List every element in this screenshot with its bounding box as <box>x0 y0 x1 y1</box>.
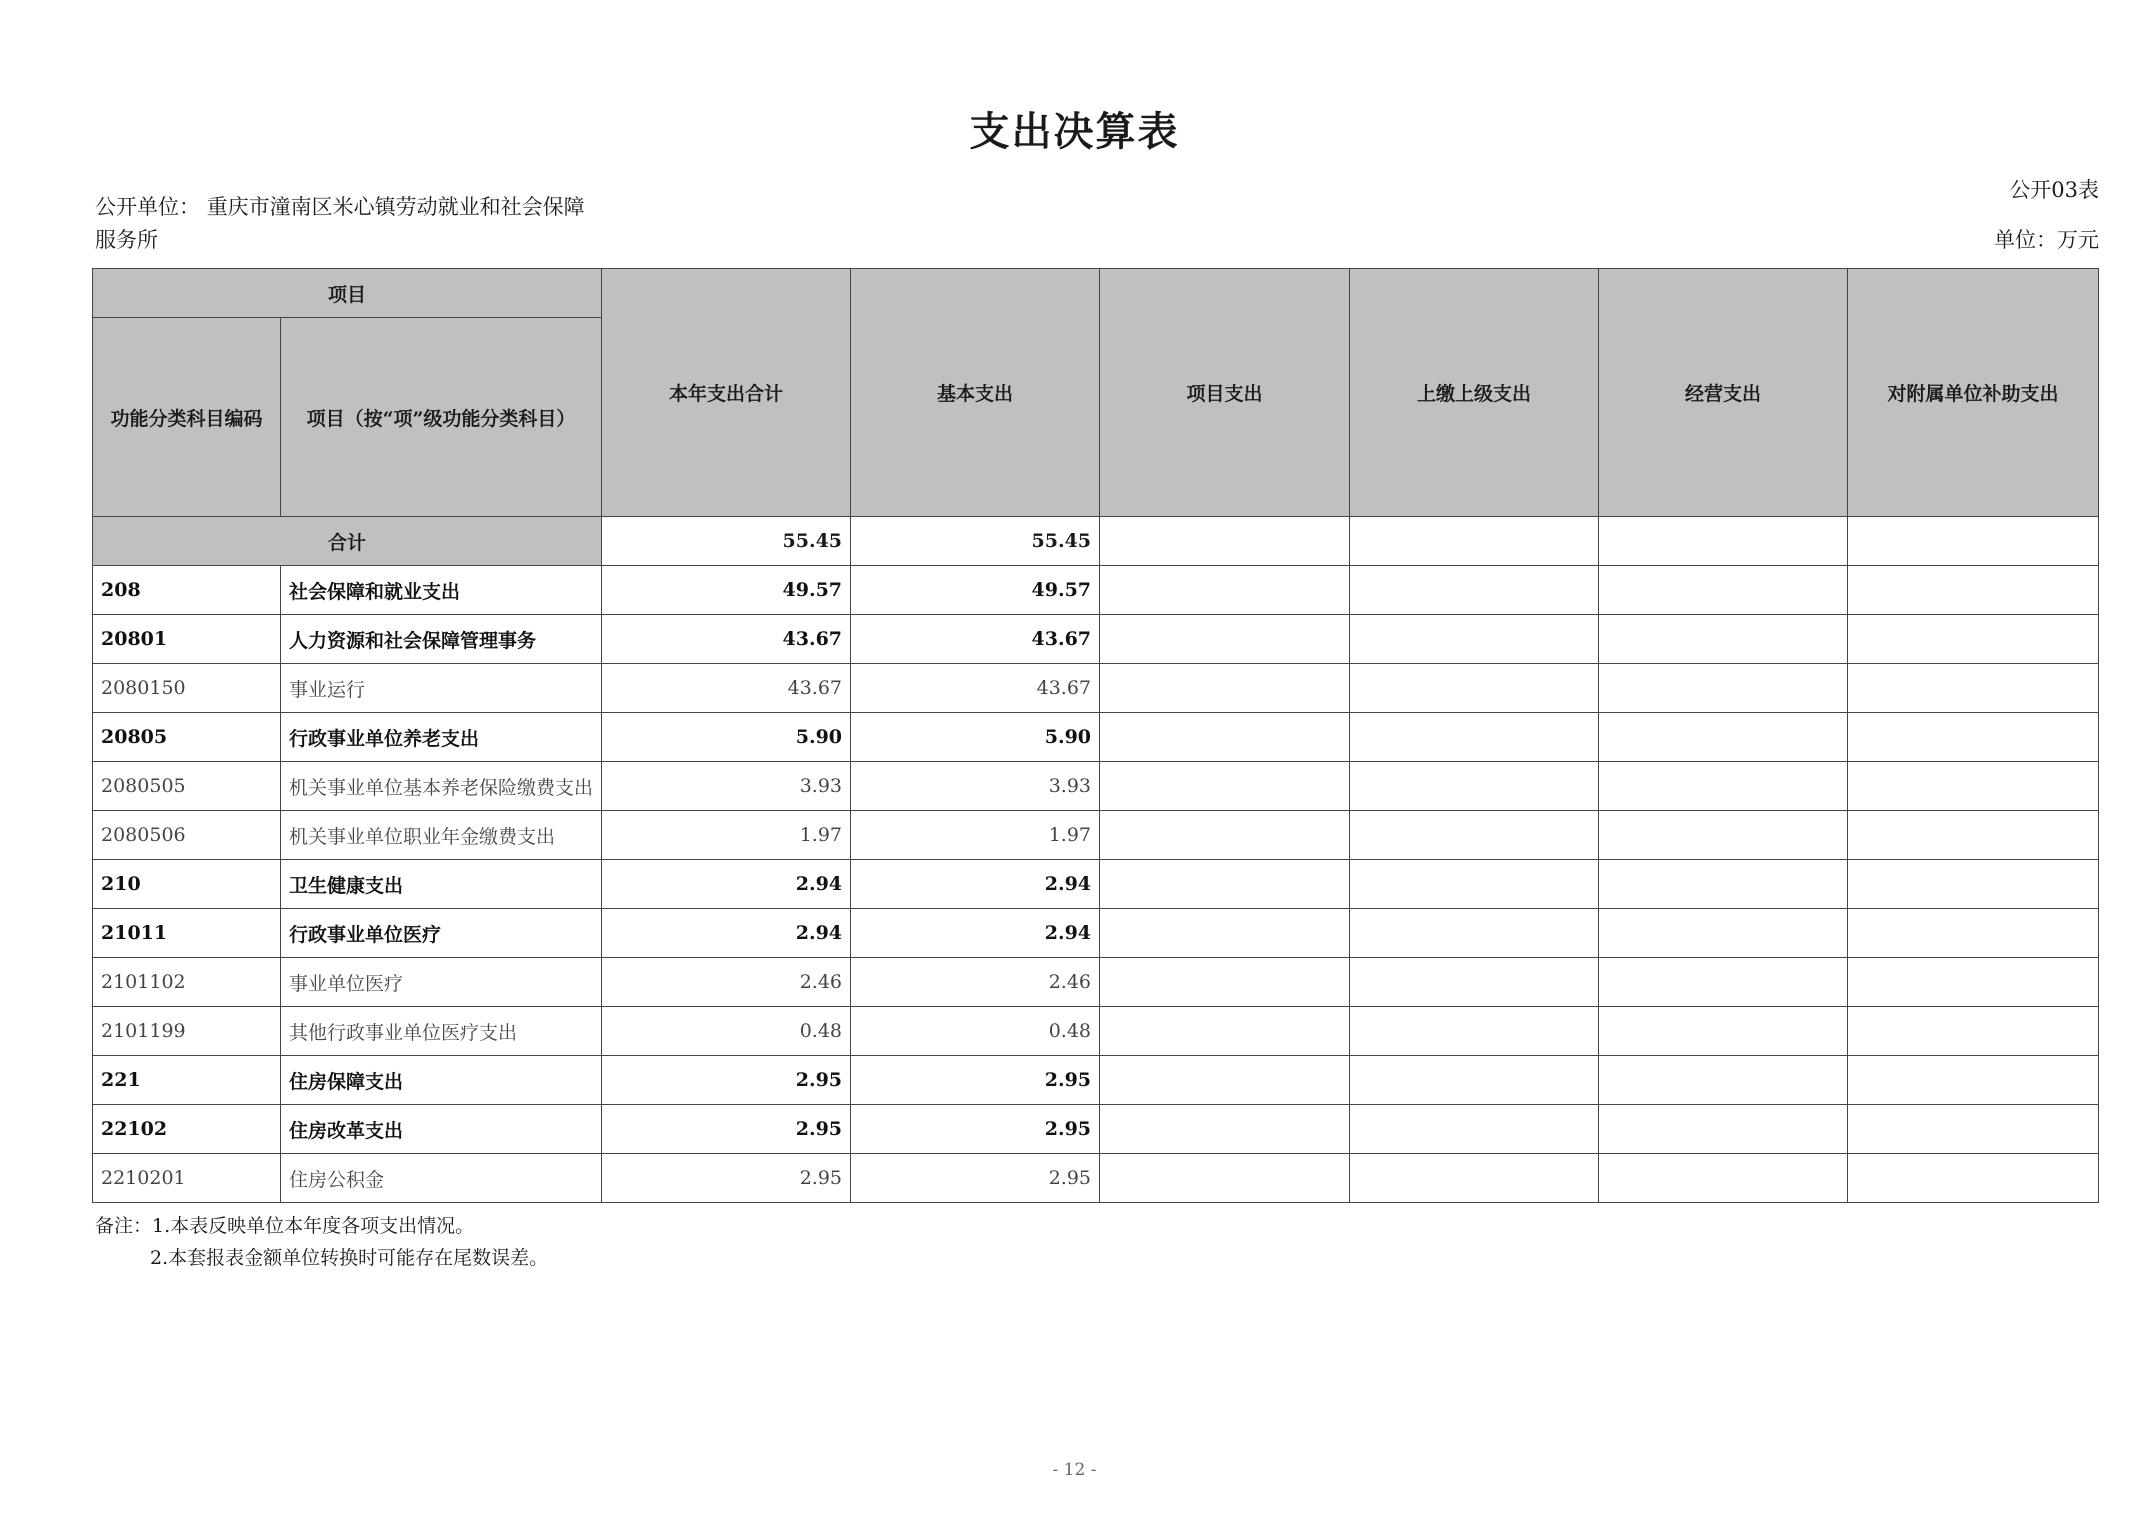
table-row <box>93 615 2099 664</box>
name-cell: 住房公积金 <box>281 1154 602 1203</box>
project-cell <box>1100 1056 1350 1105</box>
name-cell: 住房改革支出 <box>281 1105 602 1154</box>
name-cell: 住房保障支出 <box>281 1056 602 1105</box>
code-cell: 2080505 <box>93 762 281 811</box>
business-cell <box>1599 1007 1848 1056</box>
business-cell <box>1599 1056 1848 1105</box>
table-row <box>93 909 2099 958</box>
business-cell <box>1599 713 1848 762</box>
upper-cell <box>1350 615 1599 664</box>
project-cell <box>1100 517 1350 566</box>
subsidy-cell <box>1848 1105 2099 1154</box>
basic-cell: 43.67 <box>851 615 1100 664</box>
total-cell: 0.48 <box>602 1007 851 1056</box>
total-cell: 43.67 <box>602 615 851 664</box>
code-cell: 2080150 <box>93 664 281 713</box>
upper-cell <box>1350 517 1599 566</box>
upper-cell <box>1350 1007 1599 1056</box>
upper-cell <box>1350 713 1599 762</box>
project-cell <box>1100 1154 1350 1203</box>
basic-cell: 43.67 <box>851 664 1100 713</box>
total-row <box>93 517 2099 566</box>
total-cell: 49.57 <box>602 566 851 615</box>
project-cell <box>1100 1007 1350 1056</box>
project-cell <box>1100 811 1350 860</box>
header-project: 项目支出 <box>1100 269 1350 517</box>
note-line-2: 2.本套报表金额单位转换时可能存在尾数误差。 <box>150 1247 549 1269</box>
name-cell: 人力资源和社会保障管理事务 <box>281 615 602 664</box>
upper-cell <box>1350 1056 1599 1105</box>
subsidy-cell <box>1848 1007 2099 1056</box>
table-row <box>93 860 2099 909</box>
expenditure-table <box>92 268 2099 1203</box>
project-cell <box>1100 762 1350 811</box>
subsidy-cell <box>1848 811 2099 860</box>
upper-cell <box>1350 664 1599 713</box>
upper-cell <box>1350 762 1599 811</box>
upper-cell <box>1350 958 1599 1007</box>
total-cell: 2.95 <box>602 1154 851 1203</box>
project-cell <box>1100 713 1350 762</box>
code-cell: 2101102 <box>93 958 281 1007</box>
table-row <box>93 664 2099 713</box>
table-row <box>93 566 2099 615</box>
upper-cell <box>1350 909 1599 958</box>
header-subsidy: 对附属单位补助支出 <box>1848 269 2099 517</box>
name-cell: 机关事业单位职业年金缴费支出 <box>281 811 602 860</box>
business-cell <box>1599 566 1848 615</box>
note-line-1: 备注：1.本表反映单位本年度各项支出情况。 <box>95 1215 475 1237</box>
project-cell <box>1100 1105 1350 1154</box>
subsidy-cell <box>1848 909 2099 958</box>
code-cell: 2210201 <box>93 1154 281 1203</box>
basic-cell: 3.93 <box>851 762 1100 811</box>
project-cell <box>1100 909 1350 958</box>
header-item-group: 项目 <box>93 269 602 318</box>
total-cell: 1.97 <box>602 811 851 860</box>
basic-cell: 1.97 <box>851 811 1100 860</box>
subsidy-cell <box>1848 1056 2099 1105</box>
table-row <box>93 958 2099 1007</box>
business-cell <box>1599 860 1848 909</box>
total-label: 合计 <box>93 517 602 566</box>
subsidy-cell <box>1848 860 2099 909</box>
code-cell: 221 <box>93 1056 281 1105</box>
upper-cell <box>1350 860 1599 909</box>
subsidy-cell <box>1848 1154 2099 1203</box>
table-row <box>93 1154 2099 1203</box>
total-cell: 2.94 <box>602 860 851 909</box>
header-upper: 上缴上级支出 <box>1350 269 1599 517</box>
upper-cell <box>1350 566 1599 615</box>
total-cell: 3.93 <box>602 762 851 811</box>
name-cell: 行政事业单位医疗 <box>281 909 602 958</box>
table-row <box>93 1056 2099 1105</box>
business-cell <box>1599 909 1848 958</box>
reporting-unit-label: 公开单位： <box>95 195 200 219</box>
project-cell <box>1100 615 1350 664</box>
code-cell: 208 <box>93 566 281 615</box>
basic-cell: 2.95 <box>851 1105 1100 1154</box>
name-cell: 其他行政事业单位医疗支出 <box>281 1007 602 1056</box>
basic-cell: 0.48 <box>851 1007 1100 1056</box>
subsidy-cell <box>1848 566 2099 615</box>
project-cell <box>1100 958 1350 1007</box>
code-cell: 210 <box>93 860 281 909</box>
basic-cell: 2.94 <box>851 909 1100 958</box>
name-cell: 机关事业单位基本养老保险缴费支出 <box>281 762 602 811</box>
reporting-unit <box>95 191 585 221</box>
upper-cell <box>1350 1154 1599 1203</box>
total-cell: 2.46 <box>602 958 851 1007</box>
project-cell <box>1100 566 1350 615</box>
project-cell <box>1100 860 1350 909</box>
subsidy-cell <box>1848 615 2099 664</box>
table-row <box>93 1105 2099 1154</box>
table-row <box>93 1007 2099 1056</box>
business-cell <box>1599 1154 1848 1203</box>
code-cell: 2080506 <box>93 811 281 860</box>
page-title: 支出决算表 <box>969 108 1180 155</box>
code-cell: 22102 <box>93 1105 281 1154</box>
table-row <box>93 811 2099 860</box>
total-cell: 2.94 <box>602 909 851 958</box>
header-code: 功能分类科目编码 <box>93 318 281 517</box>
header-name: 项目（按“项”级功能分类科目） <box>281 318 602 517</box>
basic-cell: 55.45 <box>851 517 1100 566</box>
measure-unit: 单位：万元 <box>1994 228 2099 252</box>
name-cell: 卫生健康支出 <box>281 860 602 909</box>
project-cell <box>1100 664 1350 713</box>
subsidy-cell <box>1848 517 2099 566</box>
business-cell <box>1599 517 1848 566</box>
business-cell <box>1599 664 1848 713</box>
total-cell: 2.95 <box>602 1105 851 1154</box>
table-row <box>93 762 2099 811</box>
header-business: 经营支出 <box>1599 269 1848 517</box>
code-cell: 21011 <box>93 909 281 958</box>
upper-cell <box>1350 1105 1599 1154</box>
form-number: 公开03表 <box>2009 178 2099 202</box>
business-cell <box>1599 811 1848 860</box>
name-cell: 行政事业单位养老支出 <box>281 713 602 762</box>
subsidy-cell <box>1848 664 2099 713</box>
business-cell <box>1599 1105 1848 1154</box>
basic-cell: 2.95 <box>851 1154 1100 1203</box>
business-cell <box>1599 958 1848 1007</box>
subsidy-cell <box>1848 762 2099 811</box>
table-row <box>93 713 2099 762</box>
total-cell: 2.95 <box>602 1056 851 1105</box>
upper-cell <box>1350 811 1599 860</box>
business-cell <box>1599 762 1848 811</box>
header-total: 本年支出合计 <box>602 269 851 517</box>
name-cell: 社会保障和就业支出 <box>281 566 602 615</box>
name-cell: 事业运行 <box>281 664 602 713</box>
total-cell: 43.67 <box>602 664 851 713</box>
basic-cell: 2.94 <box>851 860 1100 909</box>
subsidy-cell <box>1848 958 2099 1007</box>
basic-cell: 2.95 <box>851 1056 1100 1105</box>
header-basic: 基本支出 <box>851 269 1100 517</box>
basic-cell: 5.90 <box>851 713 1100 762</box>
business-cell <box>1599 615 1848 664</box>
reporting-unit-name: 重庆市潼南区米心镇劳动就业和社会保障 <box>206 195 585 219</box>
name-cell: 事业单位医疗 <box>281 958 602 1007</box>
subsidy-cell <box>1848 713 2099 762</box>
code-cell: 20801 <box>93 615 281 664</box>
total-cell: 5.90 <box>602 713 851 762</box>
reporting-unit-name-cont: 服务所 <box>95 228 158 252</box>
code-cell: 20805 <box>93 713 281 762</box>
page-number: - 12 - <box>1052 1460 1097 1480</box>
header-row-1 <box>93 269 2099 318</box>
total-cell: 55.45 <box>602 517 851 566</box>
basic-cell: 2.46 <box>851 958 1100 1007</box>
basic-cell: 49.57 <box>851 566 1100 615</box>
code-cell: 2101199 <box>93 1007 281 1056</box>
